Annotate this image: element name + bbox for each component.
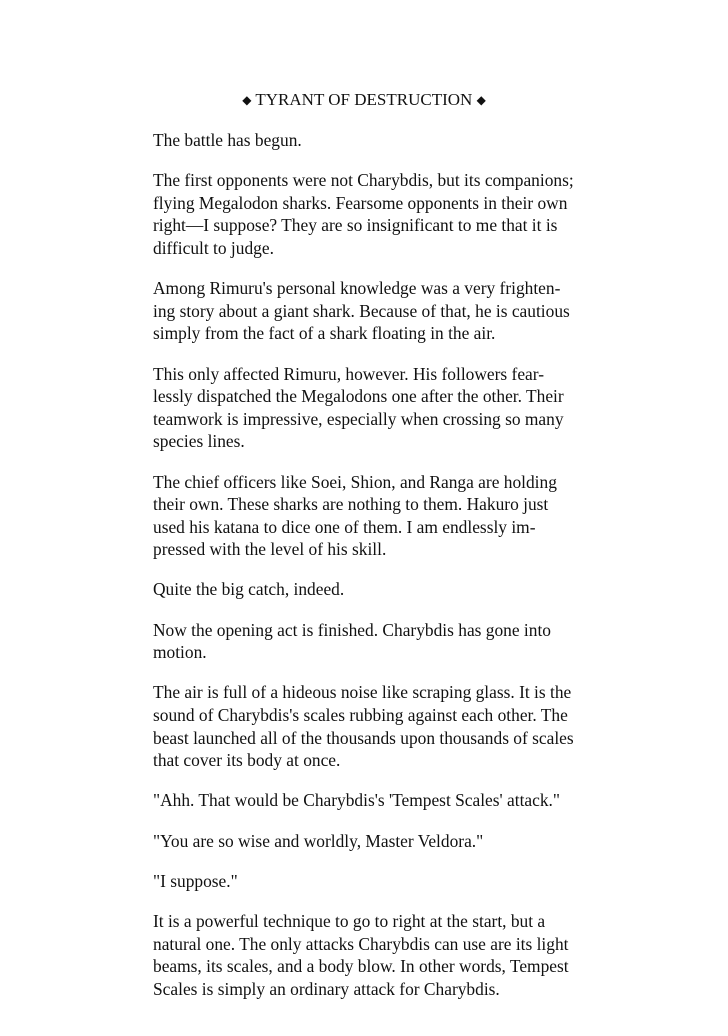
text-line: that cover its body at once. xyxy=(153,750,341,771)
text-line: lessly dispatched the Megalodons one after the other. Their xyxy=(153,386,564,407)
body-text xyxy=(153,129,593,1018)
paragraph xyxy=(153,681,593,771)
diamond-left-icon: ◆ xyxy=(242,93,252,107)
text-line: The chief officers like Soei, Shion, and Ranga are holding xyxy=(153,471,557,492)
paragraph xyxy=(153,471,593,561)
text-line: flying Megalodon sharks. Fearsome opponents in their own xyxy=(153,192,568,213)
text-line: Among Rimuru's personal knowledge was a very frighten- xyxy=(153,278,561,299)
chapter-title: TYRANT OF DESTRUCTION xyxy=(255,90,473,109)
paragraph xyxy=(153,169,593,259)
text-line: beams, its scales, and a body blow. In other words, Tempest xyxy=(153,956,569,977)
text-line: The battle has begun. xyxy=(153,130,302,150)
paragraph xyxy=(153,619,593,664)
text-line: difficult to judge. xyxy=(153,237,274,258)
text-line: simply from the fact of a shark floating in the air. xyxy=(153,323,496,344)
text-line: The first opponents were not Charybdis, but its companions; xyxy=(153,170,574,191)
text-line: used his katana to dice one of them. I am endlessly im- xyxy=(153,516,536,537)
text-line: "I suppose." xyxy=(153,870,238,891)
text-line: species lines. xyxy=(153,431,245,452)
paragraph xyxy=(153,277,593,345)
diamond-right-icon: ◆ xyxy=(476,93,486,107)
text-line: "Ahh. That would be Charybdis's 'Tempest Scales' attack." xyxy=(153,790,560,811)
text-line: motion. xyxy=(153,642,207,663)
paragraph xyxy=(153,789,593,812)
chapter-header xyxy=(0,89,728,111)
text-line: "You are so wise and worldly, Master Veldora." xyxy=(153,830,484,851)
text-line: right—I suppose? They are so insignificant to me that it is xyxy=(153,215,558,236)
text-line: pressed with the level of his skill. xyxy=(153,539,387,560)
text-line: ing story about a giant shark. Because of that, he is cautious xyxy=(153,300,570,321)
paragraph xyxy=(153,870,593,893)
paragraph xyxy=(153,363,593,453)
text-line: natural one. The only attacks Charybdis can use are its light xyxy=(153,933,569,954)
text-line: beast launched all of the thousands upon thousands of scales xyxy=(153,727,574,748)
text-line: Quite the big catch, indeed. xyxy=(153,579,345,600)
paragraph xyxy=(153,910,593,1000)
text-line: sound of Charybdis's scales rubbing against each other. The xyxy=(153,705,568,726)
paragraph xyxy=(153,129,593,152)
paragraph xyxy=(153,578,593,601)
paragraph xyxy=(153,830,593,853)
text-line: This only affected Rimuru, however. His followers fear- xyxy=(153,363,544,384)
text-line: teamwork is impressive, especially when crossing so many xyxy=(153,408,564,429)
text-line: Scales is simply an ordinary attack for Charybdis. xyxy=(153,978,500,999)
text-line: Now the opening act is finished. Charybdis has gone into xyxy=(153,619,551,640)
text-line: The air is full of a hideous noise like scraping glass. It is the xyxy=(153,682,572,703)
text-line: their own. These sharks are nothing to them. Hakuro just xyxy=(153,494,549,515)
text-line: It is a powerful technique to go to right at the start, but a xyxy=(153,910,546,931)
